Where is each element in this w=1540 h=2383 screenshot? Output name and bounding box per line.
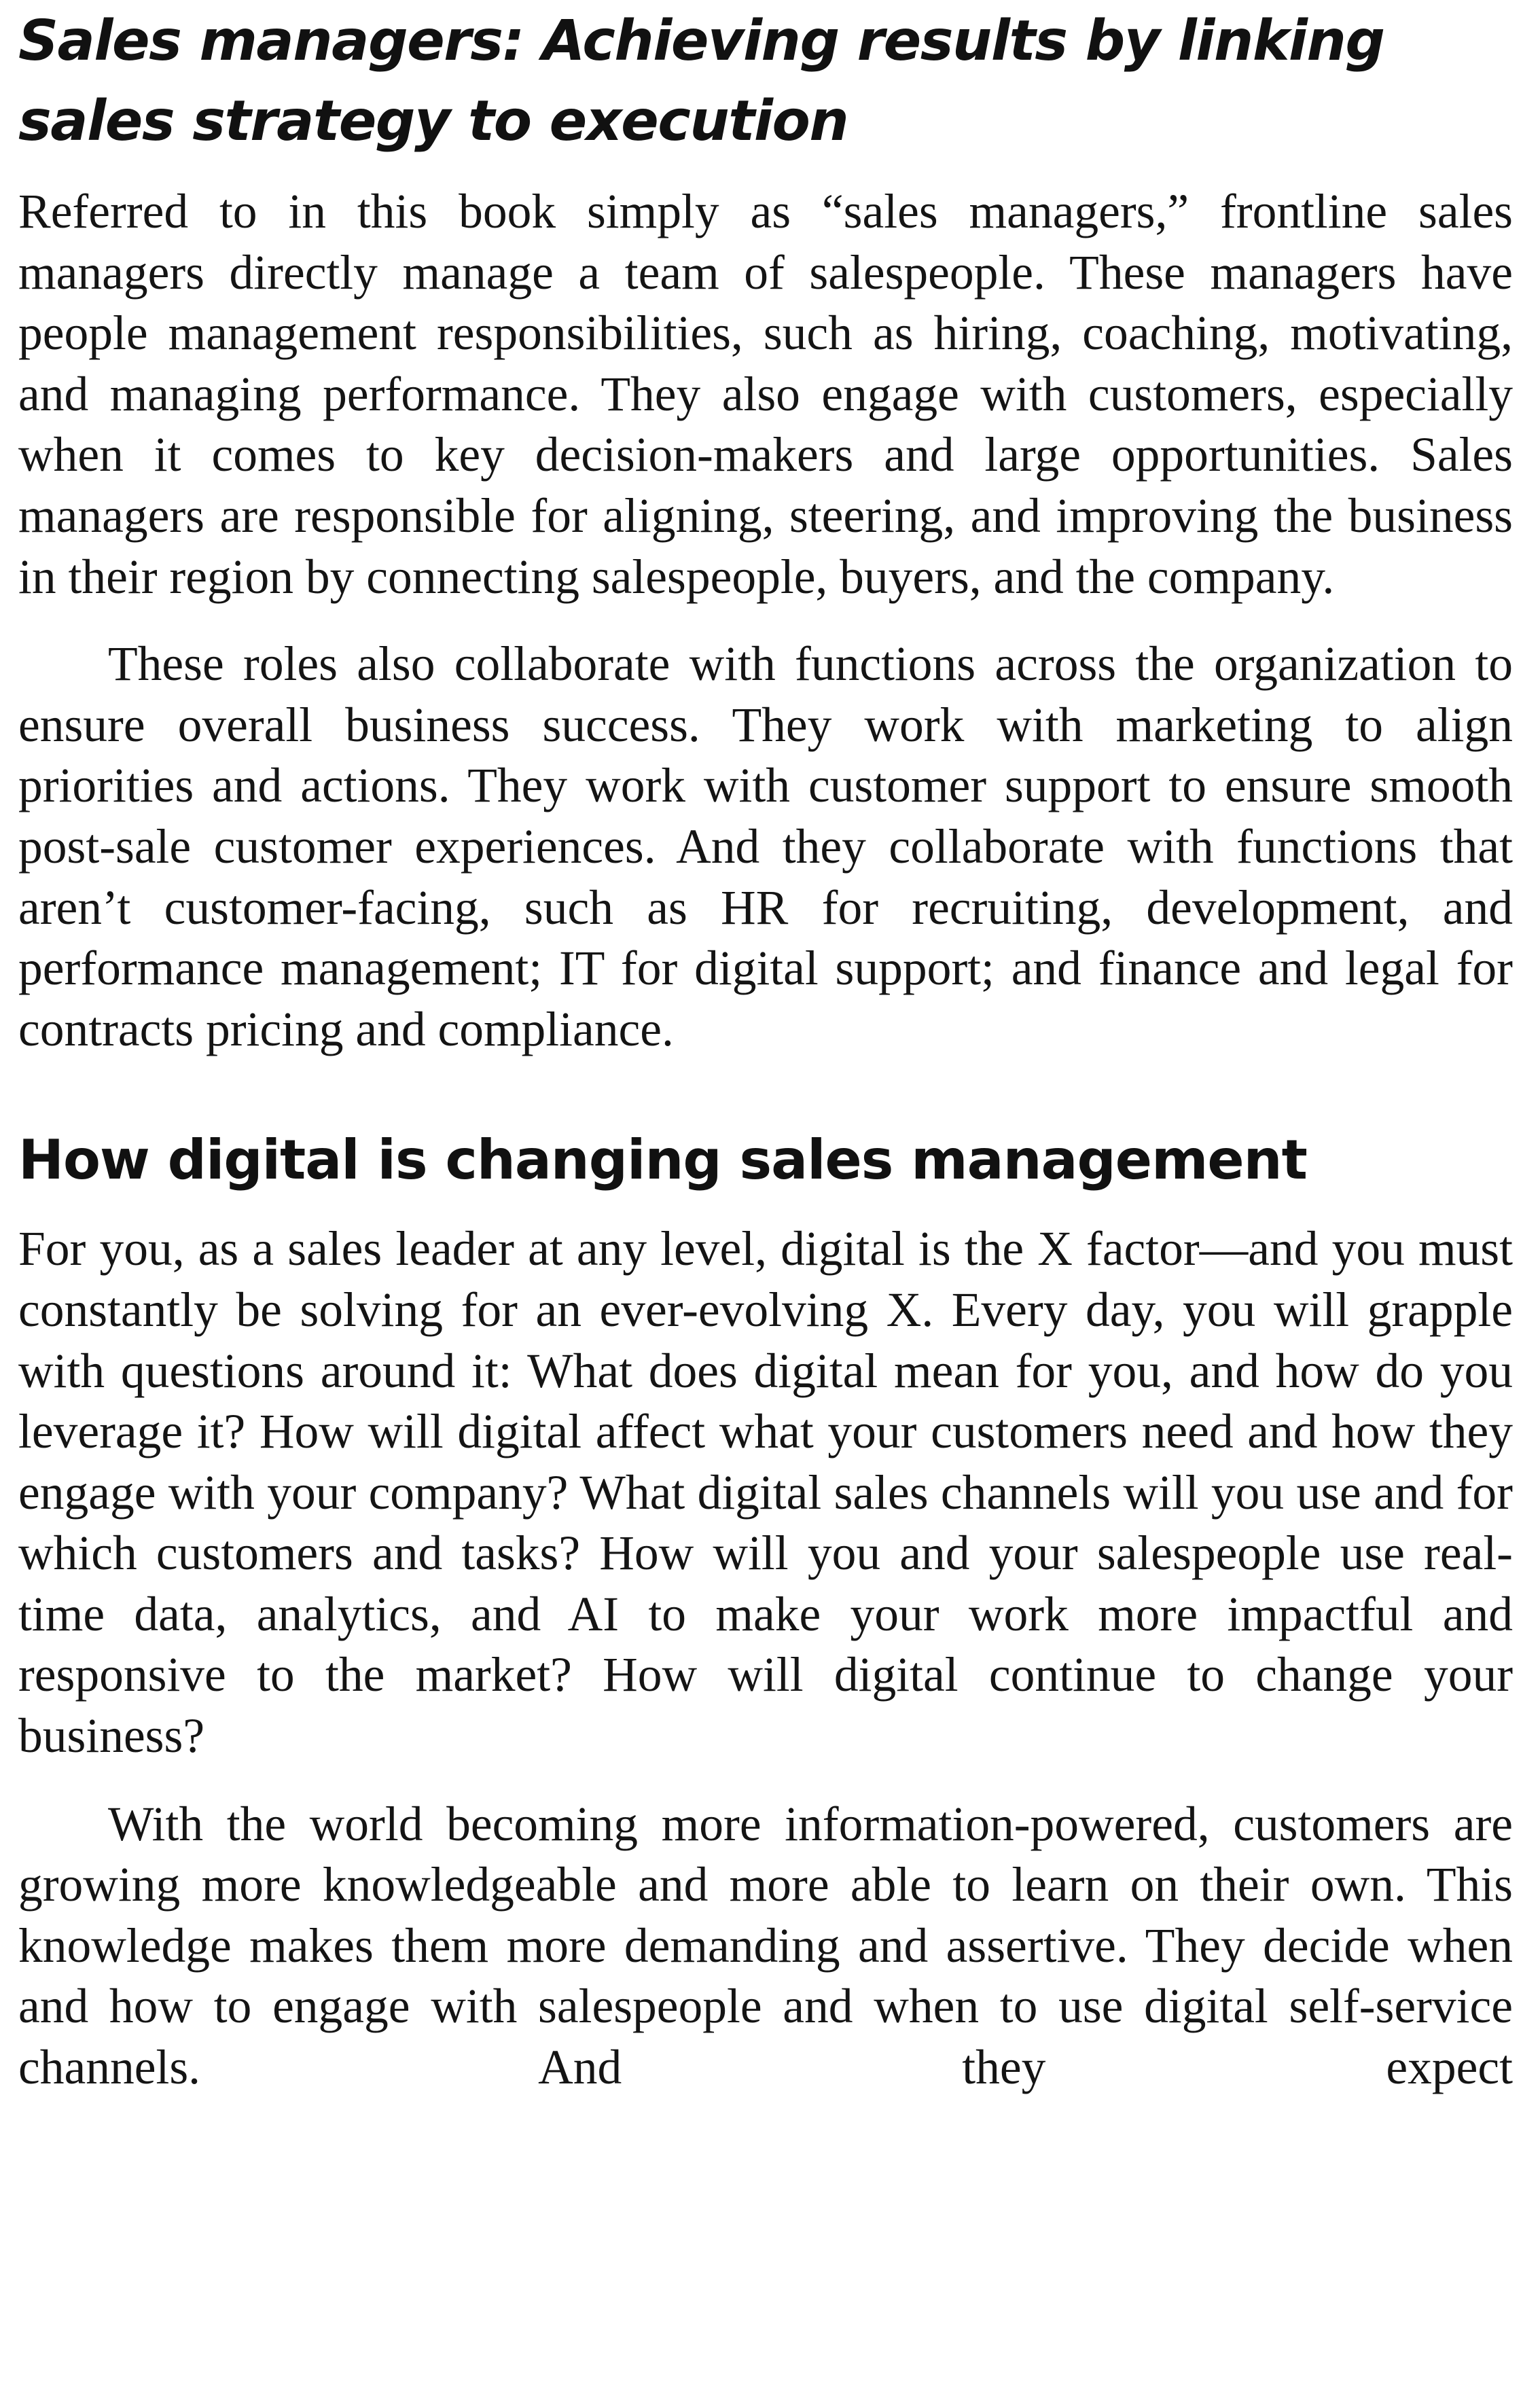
- section-heading-digital-changing: How digital is changing sales management: [18, 1128, 1307, 1192]
- document-page: [18, 0, 1513, 2098]
- paragraph-sales-managers-definition: Referred to in this book simply as “sales managers,” frontline sales managers directly manage a team of salespeople. These managers have people management responsibilities, such as hiring, coaching, motivating, and managing performance. They also engage with customers, especially when it comes to key decision-makers and large opportunities. Sales managers are responsible for aligning, steering, and improving the business in their region by connecting salespeople, buyers, and the company.: [18, 185, 1513, 604]
- paragraph-information-powered-customers: With the world becoming more information-powered, customers are growing more knowledgeable and more able to learn on their own. This knowledge makes them more demanding and assertive. They decide when and how to engage with salespeople and when to use digital self-service channels. And they expect: [18, 1797, 1513, 2095]
- section-heading-sales-managers: Sales managers: Achieving results by linking sales strategy to execution: [18, 9, 1384, 154]
- paragraph-cross-functional-collaboration: These roles also collaborate with functions across the organization to ensure overall business success. They work with marketing to align priorities and actions. They work with customer support to ensure smooth post-sale customer experiences. And they collaborate with functions that aren’t customer-facing, such as HR for recruiting, development, and performance management; IT for digital support; and finance and legal for contracts pricing and compliance.: [18, 637, 1513, 1056]
- paragraph-digital-x-factor: For you, as a sales leader at any level, digital is the X factor—and you must constantly be solving for an ever-evolving X. Every day, you will grapple with questions around it: What does digital mean for you, and how do you leverage it? How will digital affect what your customers need and how they engage with your company? What digital sales channels will you use and for which customers and tasks? How will you and your salespeople use real-time data, analytics, and AI to make your work more impactful and responsive to the market? How will digital continue to change your business?: [18, 1222, 1513, 1763]
